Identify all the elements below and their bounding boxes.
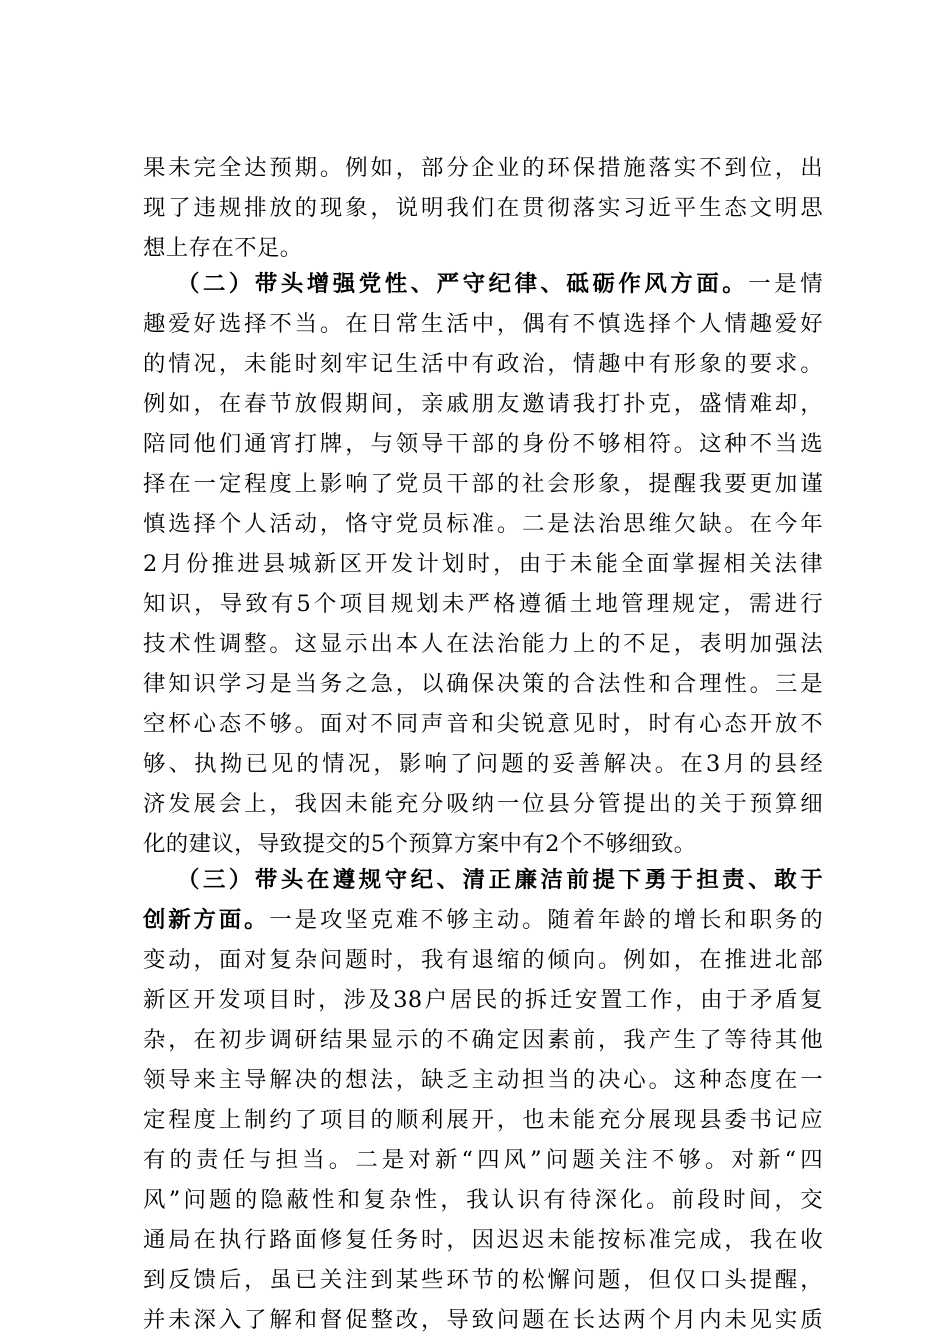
text-line: 通局在执行路面修复任务时，因迟迟未能按标准完成，我在收 bbox=[143, 1227, 823, 1253]
text-line: 2月份推进县城新区开发计划时，由于未能全面掌握相关法律 bbox=[143, 551, 823, 577]
text-line: 化的建议，导致提交的5个预算方案中有2个不够细致。 bbox=[143, 831, 697, 857]
text-line: 例如，在春节放假期间，亲戚朋友邀请我打扑克，盛情难却， bbox=[143, 391, 823, 417]
section-heading-end: 创新方面。 bbox=[143, 907, 270, 933]
text-line: 的情况，未能时刻牢记生活中有政治，情趣中有形象的要求。 bbox=[143, 351, 823, 377]
section-heading: （三）带头在遵规守纪、清正廉洁前提下勇于担责、敢于 bbox=[177, 867, 823, 893]
text-line: 领导来主导解决的想法，缺乏主动担当的决心。这种态度在一 bbox=[143, 1067, 823, 1093]
text-line: 慎选择个人活动，恪守党员标准。二是法治思维欠缺。在今年 bbox=[143, 511, 823, 537]
text-line: 定程度上制约了项目的顺利展开，也未能充分展现县委书记应 bbox=[143, 1107, 823, 1133]
text-line: 杂，在初步调研结果显示的不确定因素前，我产生了等待其他 bbox=[143, 1027, 823, 1053]
text-line: 陪同他们通宵打牌，与领导干部的身份不够相符。这种不当选 bbox=[143, 431, 823, 457]
section-heading: （二）带头增强党性、严守纪律、砥砺作风方面。 bbox=[177, 271, 749, 297]
text-line: 现了违规排放的现象，说明我们在贯彻落实习近平生态文明思 bbox=[143, 195, 823, 221]
text-line: 技术性调整。这显示出本人在法治能力上的不足，表明加强法 bbox=[143, 631, 823, 657]
text-span: 一是攻坚克难不够主动。随着年龄的增长和职务的 bbox=[269, 907, 823, 933]
text-line: 并未深入了解和督促整改，导致问题在长达两个月内未见实质 bbox=[143, 1307, 823, 1333]
text-line: 风”问题的隐蔽性和复杂性，我认识有待深化。前段时间，交 bbox=[143, 1187, 823, 1213]
text-span: 一是情 bbox=[748, 271, 823, 297]
text-line: 律知识学习是当务之急，以确保决策的合法性和合理性。三是 bbox=[143, 671, 823, 697]
text-line: 择在一定程度上影响了党员干部的社会形象，提醒我要更加谨 bbox=[143, 471, 823, 497]
section-heading-line bbox=[143, 900, 823, 940]
text-line: 空杯心态不够。面对不同声音和尖锐意见时，时有心态开放不 bbox=[143, 711, 823, 737]
text-line: 有的责任与担当。二是对新“四风”问题关注不够。对新“四 bbox=[143, 1147, 823, 1173]
text-line: 想上存在不足。 bbox=[143, 235, 303, 261]
text-line: 趣爱好选择不当。在日常生活中，偶有不慎选择个人情趣爱好 bbox=[143, 311, 823, 337]
text-line: 济发展会上，我因未能充分吸纳一位县分管提出的关于预算细 bbox=[143, 791, 823, 817]
text-line: 变动，面对复杂问题时，我有退缩的倾向。例如，在推进北部 bbox=[143, 947, 823, 973]
text-line: 够、执拗已见的情况，影响了问题的妥善解决。在3月的县经 bbox=[143, 751, 823, 777]
text-line: 知识，导致有5个项目规划未严格遵循土地管理规定，需进行 bbox=[143, 591, 823, 617]
text-line: 果未完全达预期。例如，部分企业的环保措施落实不到位，出 bbox=[143, 155, 823, 181]
section-heading-line bbox=[143, 264, 823, 304]
text-line: 到反馈后，虽已关注到某些环节的松懈问题，但仅口头提醒， bbox=[143, 1267, 823, 1293]
text-line: 新区开发项目时，涉及38户居民的拆迁安置工作，由于矛盾复 bbox=[143, 987, 823, 1013]
